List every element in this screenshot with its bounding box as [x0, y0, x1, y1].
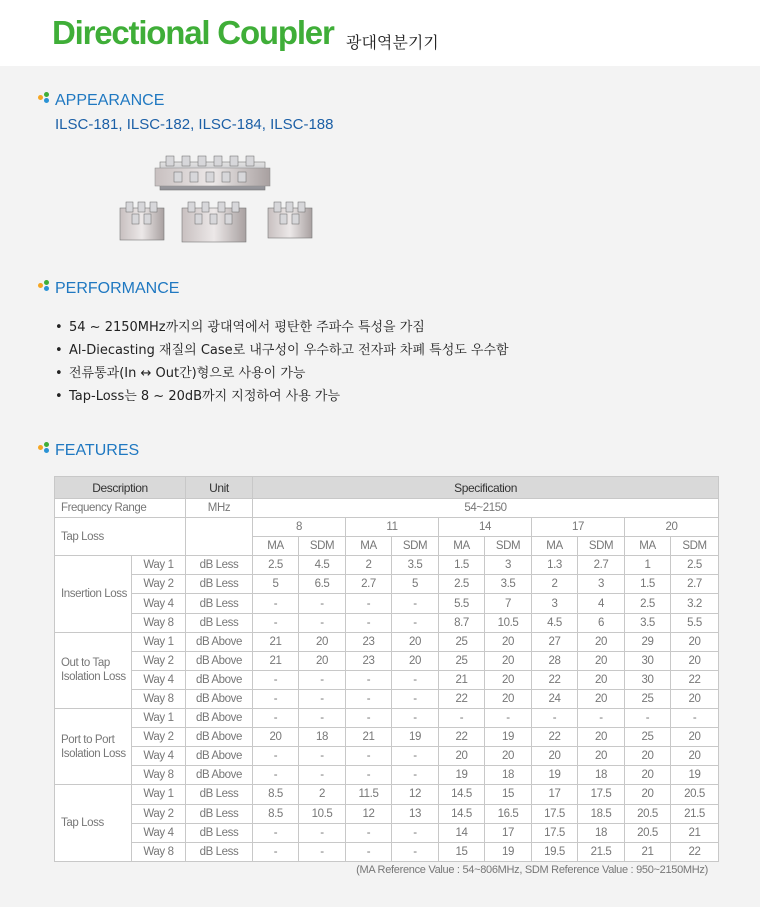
- value-cell: 20: [671, 632, 719, 651]
- value-cell: 20: [532, 747, 578, 766]
- value-cell: 20: [578, 632, 625, 651]
- value-cell: -: [346, 613, 392, 632]
- tap-value: 14: [439, 518, 532, 537]
- sub-header-sdm: SDM: [671, 537, 719, 556]
- section-dots-icon: [38, 442, 52, 456]
- value-cell: 20: [578, 728, 625, 747]
- value-cell: -: [253, 842, 299, 861]
- performance-list: [55, 316, 509, 408]
- value-cell: 22: [532, 728, 578, 747]
- way-cell: Way 2: [132, 651, 186, 670]
- table-row: [55, 766, 719, 785]
- value-cell: 17.5: [532, 823, 578, 842]
- value-cell: 5.5: [439, 594, 485, 613]
- value-cell: 22: [671, 670, 719, 689]
- header-unit: Unit: [186, 477, 253, 499]
- value-cell: 20.5: [625, 804, 671, 823]
- value-cell: 23: [346, 651, 392, 670]
- value-cell: -: [299, 766, 346, 785]
- value-cell: 3: [485, 556, 532, 575]
- value-cell: 20: [625, 766, 671, 785]
- way-cell: Way 1: [132, 785, 186, 804]
- value-cell: 21: [346, 728, 392, 747]
- way-cell: Way 4: [132, 747, 186, 766]
- sub-header-ma: MA: [253, 537, 299, 556]
- section-dots-icon: [38, 280, 52, 294]
- value-cell: 22: [532, 670, 578, 689]
- value-cell: 19: [485, 728, 532, 747]
- value-cell: 15: [485, 785, 532, 804]
- value-cell: 23: [346, 632, 392, 651]
- value-cell: 3.2: [671, 594, 719, 613]
- unit-cell: dB Less: [186, 785, 253, 804]
- group-label: Insertion Loss: [55, 556, 132, 632]
- table-row: [55, 823, 719, 842]
- value-cell: -: [532, 709, 578, 728]
- value-cell: 3.5: [392, 556, 439, 575]
- way-cell: Way 4: [132, 823, 186, 842]
- value-cell: 20: [625, 785, 671, 804]
- value-cell: 20: [485, 651, 532, 670]
- page-title: Directional Coupler: [52, 14, 334, 51]
- value-cell: -: [346, 689, 392, 708]
- value-cell: 3.5: [485, 575, 532, 594]
- unit-cell: dB Less: [186, 842, 253, 861]
- page-header: [0, 0, 760, 66]
- table-row: [55, 575, 719, 594]
- value-cell: -: [392, 823, 439, 842]
- list-item: • 54 ~ 2150MHz까지의 광대역에서 평탄한 주파수 특성을 가짐: [55, 320, 425, 335]
- unit-cell: dB Above: [186, 766, 253, 785]
- value-cell: 18: [485, 766, 532, 785]
- value-cell: 19: [485, 842, 532, 861]
- product-image: [100, 150, 330, 250]
- value-cell: -: [299, 842, 346, 861]
- sub-header-ma: MA: [346, 537, 392, 556]
- value-cell: 19: [671, 766, 719, 785]
- value-cell: -: [346, 594, 392, 613]
- way-cell: Way 1: [132, 632, 186, 651]
- value-cell: 18: [299, 728, 346, 747]
- value-cell: 21: [671, 823, 719, 842]
- value-cell: 7: [485, 594, 532, 613]
- way-cell: Way 1: [132, 709, 186, 728]
- value-cell: -: [299, 594, 346, 613]
- group-label: Tap Loss: [55, 785, 132, 861]
- table-row: [55, 556, 719, 575]
- list-item: • Al-Diecasting 재질의 Case로 내구성이 우수하고 전자파 차폐 특성도 우수함: [55, 343, 509, 358]
- value-cell: 20: [485, 689, 532, 708]
- header-description: Description: [55, 477, 186, 499]
- value-cell: 30: [625, 651, 671, 670]
- sub-header-sdm: SDM: [485, 537, 532, 556]
- tap-value: 17: [532, 518, 625, 537]
- table-row: [55, 785, 719, 804]
- table-row: [55, 842, 719, 861]
- value-cell: 21.5: [671, 804, 719, 823]
- value-cell: 21: [253, 632, 299, 651]
- value-cell: 11.5: [346, 785, 392, 804]
- value-cell: 20: [439, 747, 485, 766]
- value-cell: 25: [439, 651, 485, 670]
- unit-cell: dB Above: [186, 670, 253, 689]
- value-cell: 2.5: [625, 594, 671, 613]
- value-cell: 16.5: [485, 804, 532, 823]
- page-subtitle: 광대역분기기: [346, 33, 439, 52]
- section-dots-icon: [38, 92, 52, 106]
- value-cell: -: [392, 670, 439, 689]
- unit-cell: dB Above: [186, 651, 253, 670]
- table-header-row: [55, 477, 719, 499]
- value-cell: 21.5: [578, 842, 625, 861]
- value-cell: 10.5: [299, 804, 346, 823]
- value-cell: 5.5: [671, 613, 719, 632]
- value-cell: 1.5: [439, 556, 485, 575]
- value-cell: 20: [253, 728, 299, 747]
- frequency-unit: MHz: [186, 499, 253, 518]
- value-cell: 22: [671, 842, 719, 861]
- value-cell: 21: [625, 842, 671, 861]
- value-cell: 19: [532, 766, 578, 785]
- unit-cell: dB Above: [186, 728, 253, 747]
- value-cell: -: [299, 823, 346, 842]
- value-cell: 1.5: [625, 575, 671, 594]
- value-cell: -: [253, 613, 299, 632]
- unit-cell: dB Above: [186, 632, 253, 651]
- value-cell: -: [346, 842, 392, 861]
- value-cell: 10.5: [485, 613, 532, 632]
- group-label: Port to Port Isolation Loss: [55, 709, 132, 785]
- way-cell: Way 4: [132, 670, 186, 689]
- value-cell: 2: [532, 575, 578, 594]
- value-cell: -: [625, 709, 671, 728]
- way-cell: Way 2: [132, 575, 186, 594]
- value-cell: -: [253, 709, 299, 728]
- frequency-label: Frequency Range: [55, 499, 186, 518]
- value-cell: 20: [485, 670, 532, 689]
- value-cell: 20: [578, 747, 625, 766]
- way-cell: Way 2: [132, 804, 186, 823]
- unit-cell: dB Less: [186, 594, 253, 613]
- table-row: [55, 594, 719, 613]
- value-cell: 19: [439, 766, 485, 785]
- unit-cell: dB Less: [186, 575, 253, 594]
- value-cell: 17: [485, 823, 532, 842]
- table-row: [55, 670, 719, 689]
- table-row: [55, 728, 719, 747]
- value-cell: 22: [439, 728, 485, 747]
- value-cell: 20: [485, 747, 532, 766]
- value-cell: 20: [392, 632, 439, 651]
- value-cell: 12: [346, 804, 392, 823]
- value-cell: 27: [532, 632, 578, 651]
- value-cell: -: [346, 747, 392, 766]
- value-cell: -: [299, 670, 346, 689]
- value-cell: -: [392, 689, 439, 708]
- value-cell: -: [346, 670, 392, 689]
- value-cell: 12: [392, 785, 439, 804]
- value-cell: 8.5: [253, 804, 299, 823]
- tap-value: 11: [346, 518, 439, 537]
- value-cell: -: [253, 766, 299, 785]
- value-cell: 17.5: [578, 785, 625, 804]
- table-row: [55, 632, 719, 651]
- sub-header-sdm: SDM: [578, 537, 625, 556]
- unit-cell: dB Above: [186, 689, 253, 708]
- unit-cell: dB Less: [186, 556, 253, 575]
- value-cell: 14.5: [439, 785, 485, 804]
- value-cell: 18: [578, 823, 625, 842]
- value-cell: -: [578, 709, 625, 728]
- list-item: • Tap-Loss는 8 ~ 20dB까지 지정하여 사용 가능: [55, 389, 341, 404]
- way-cell: Way 1: [132, 556, 186, 575]
- value-cell: -: [671, 709, 719, 728]
- value-cell: 2.5: [671, 556, 719, 575]
- value-cell: -: [299, 689, 346, 708]
- value-cell: -: [392, 766, 439, 785]
- value-cell: 3: [532, 594, 578, 613]
- way-cell: Way 4: [132, 594, 186, 613]
- tap-loss-label: Tap Loss: [55, 518, 186, 556]
- reference-note: (MA Reference Value : 54~806MHz, SDM Reference Value : 950~2150MHz): [356, 864, 708, 876]
- value-cell: 19: [392, 728, 439, 747]
- value-cell: 4.5: [299, 556, 346, 575]
- table-row: [55, 804, 719, 823]
- value-cell: 14: [439, 823, 485, 842]
- value-cell: 8.7: [439, 613, 485, 632]
- value-cell: -: [392, 613, 439, 632]
- value-cell: 1.3: [532, 556, 578, 575]
- sub-header-ma: MA: [532, 537, 578, 556]
- value-cell: 25: [439, 632, 485, 651]
- value-cell: 4.5: [532, 613, 578, 632]
- value-cell: -: [299, 709, 346, 728]
- table-row: [55, 499, 719, 518]
- value-cell: 18: [578, 766, 625, 785]
- value-cell: 17.5: [532, 804, 578, 823]
- value-cell: -: [392, 594, 439, 613]
- value-cell: 15: [439, 842, 485, 861]
- value-cell: 2.7: [671, 575, 719, 594]
- value-cell: 29: [625, 632, 671, 651]
- sub-header-sdm: SDM: [392, 537, 439, 556]
- value-cell: 5: [392, 575, 439, 594]
- group-label: Out to Tap Isolation Loss: [55, 632, 132, 708]
- tap-value: 20: [625, 518, 719, 537]
- value-cell: -: [253, 594, 299, 613]
- value-cell: -: [253, 823, 299, 842]
- value-cell: 20: [485, 632, 532, 651]
- value-cell: 4: [578, 594, 625, 613]
- unit-cell: dB Above: [186, 709, 253, 728]
- table-row: [55, 689, 719, 708]
- value-cell: -: [346, 823, 392, 842]
- sub-header-ma: MA: [439, 537, 485, 556]
- value-cell: 6: [578, 613, 625, 632]
- value-cell: 5: [253, 575, 299, 594]
- header-specification: Specification: [253, 477, 719, 499]
- value-cell: 20.5: [625, 823, 671, 842]
- value-cell: 20: [578, 670, 625, 689]
- way-cell: Way 2: [132, 728, 186, 747]
- way-cell: Way 8: [132, 766, 186, 785]
- value-cell: -: [299, 613, 346, 632]
- value-cell: 20: [299, 632, 346, 651]
- value-cell: 25: [625, 689, 671, 708]
- value-cell: 18.5: [578, 804, 625, 823]
- value-cell: 20: [578, 689, 625, 708]
- value-cell: 2.7: [578, 556, 625, 575]
- sub-header-sdm: SDM: [299, 537, 346, 556]
- value-cell: -: [253, 670, 299, 689]
- sub-header-ma: MA: [625, 537, 671, 556]
- value-cell: 20: [299, 651, 346, 670]
- value-cell: 20: [671, 747, 719, 766]
- way-cell: Way 8: [132, 689, 186, 708]
- value-cell: 17: [532, 785, 578, 804]
- value-cell: -: [253, 689, 299, 708]
- unit-cell: dB Less: [186, 613, 253, 632]
- way-cell: Way 8: [132, 613, 186, 632]
- value-cell: 2.5: [439, 575, 485, 594]
- list-item: • 전류통과(In ↔ Out간)형으로 사용이 가능: [55, 366, 306, 381]
- value-cell: -: [392, 842, 439, 861]
- value-cell: 20: [578, 651, 625, 670]
- unit-cell: dB Less: [186, 804, 253, 823]
- value-cell: 3.5: [625, 613, 671, 632]
- model-list: ILSC-181, ILSC-182, ILSC-184, ILSC-188: [55, 116, 334, 133]
- value-cell: 25: [625, 728, 671, 747]
- value-cell: 13: [392, 804, 439, 823]
- spec-table: [54, 476, 719, 862]
- value-cell: 14.5: [439, 804, 485, 823]
- tap-value: 8: [253, 518, 346, 537]
- way-cell: Way 8: [132, 842, 186, 861]
- table-row: [55, 709, 719, 728]
- table-row: [55, 518, 719, 537]
- value-cell: 22: [439, 689, 485, 708]
- value-cell: -: [253, 747, 299, 766]
- value-cell: 2.7: [346, 575, 392, 594]
- unit-cell: dB Above: [186, 747, 253, 766]
- value-cell: 3: [578, 575, 625, 594]
- value-cell: 2.5: [253, 556, 299, 575]
- value-cell: 8.5: [253, 785, 299, 804]
- value-cell: 2: [346, 556, 392, 575]
- value-cell: 30: [625, 670, 671, 689]
- value-cell: -: [346, 709, 392, 728]
- value-cell: 6.5: [299, 575, 346, 594]
- value-cell: 24: [532, 689, 578, 708]
- value-cell: -: [346, 766, 392, 785]
- frequency-value: 54~2150: [253, 499, 719, 518]
- value-cell: 21: [253, 651, 299, 670]
- value-cell: 2: [299, 785, 346, 804]
- value-cell: -: [392, 747, 439, 766]
- value-cell: -: [485, 709, 532, 728]
- value-cell: 20: [625, 747, 671, 766]
- table-row: [55, 651, 719, 670]
- value-cell: 21: [439, 670, 485, 689]
- value-cell: -: [392, 709, 439, 728]
- table-row: [55, 613, 719, 632]
- value-cell: 20: [671, 651, 719, 670]
- value-cell: 20: [392, 651, 439, 670]
- value-cell: 1: [625, 556, 671, 575]
- value-cell: 19.5: [532, 842, 578, 861]
- value-cell: 20.5: [671, 785, 719, 804]
- value-cell: 20: [671, 689, 719, 708]
- value-cell: -: [439, 709, 485, 728]
- value-cell: -: [299, 747, 346, 766]
- table-row: [55, 747, 719, 766]
- value-cell: 28: [532, 651, 578, 670]
- unit-cell: dB Less: [186, 823, 253, 842]
- value-cell: 20: [671, 728, 719, 747]
